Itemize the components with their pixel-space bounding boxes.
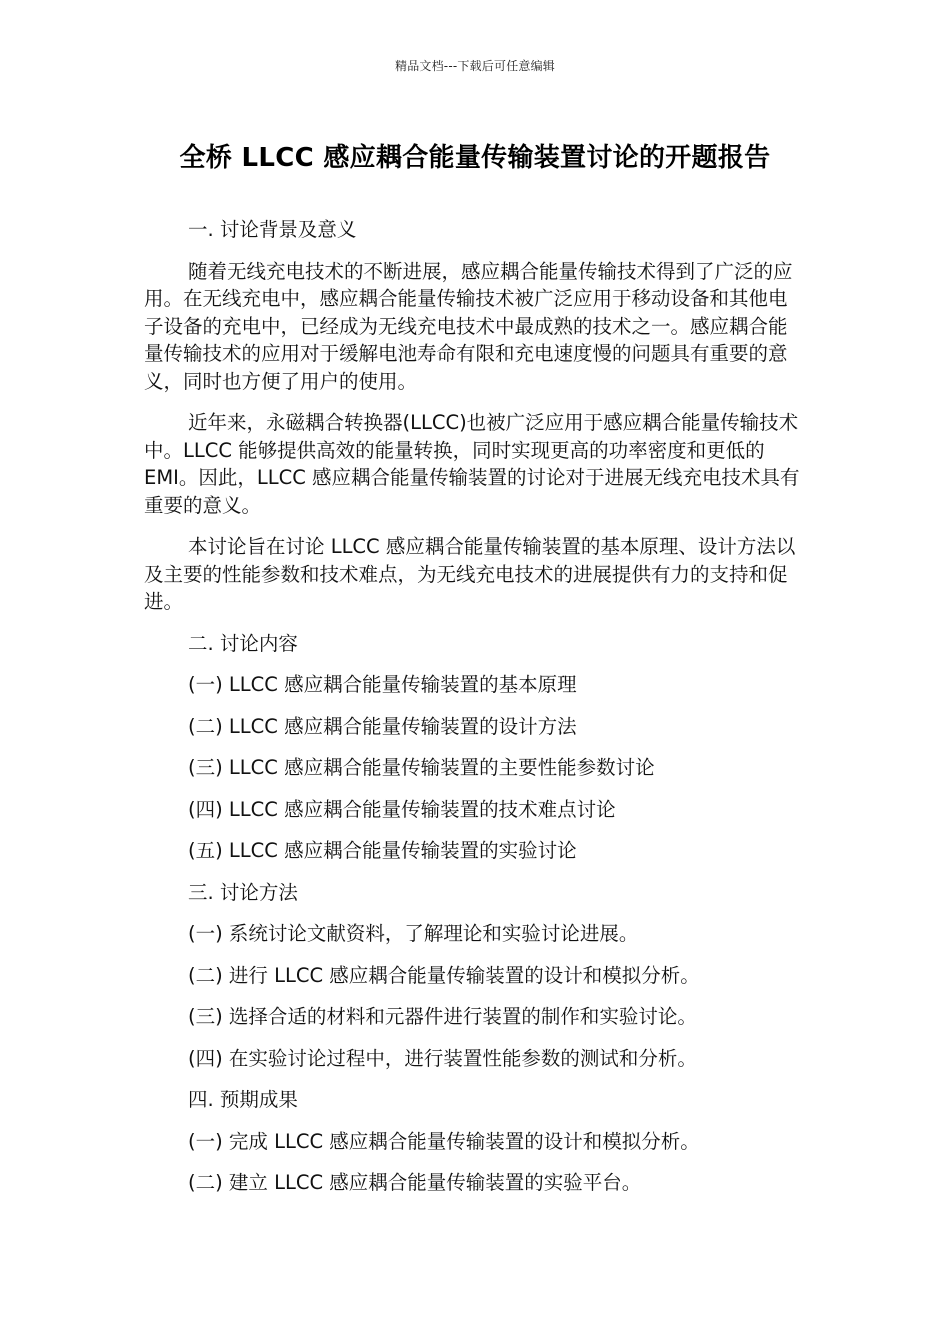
header-note: 精品文档---下载后可任意编辑 [395,59,555,73]
list-item: (四) LLCC 感应耦合能量传输装置的技术难点讨论 [188,797,616,821]
list-item: (三) 选择合适的材料和元器件进行装置的制作和实验讨论。 [188,1005,697,1028]
list-item: (二) 建立 LLCC 感应耦合能量传输装置的实验平台。 [188,1171,642,1194]
section-heading-outcomes: 四. 预期成果 [188,1088,298,1111]
list-item: (一) LLCC 感应耦合能量传输装置的基本原理 [188,673,577,696]
paragraph-background-1: 随着无线充电技术的不断进展，感应耦合能量传输技术得到了广泛的应用。在无线充电中，感应耦合能量传输技术被广泛应用于移动设备和其他电子设备的充电中，已经成为无线充电技术中最成熟的技术之一。感应耦合能量传输技术的应用对于缓解电池寿命有限和充电速度慢的问题具有重要的意义，同时也方便了用户的使用。 [144,259,793,393]
list-item: (二) LLCC 感应耦合能量传输装置的设计方法 [188,714,577,738]
section-heading-content: 二. 讨论内容 [188,631,298,655]
list-item: (四) 在实验讨论过程中，进行装置性能参数的测试和分析。 [188,1046,697,1070]
list-item: (一) 系统讨论文献资料，了解理论和实验讨论进展。 [188,922,639,945]
document-body [144,216,806,1211]
section-heading-background: 一. 讨论背景及意义 [188,218,357,241]
list-item: (三) LLCC 感应耦合能量传输装置的主要性能参数讨论 [188,756,655,779]
list-item: (二) 进行 LLCC 感应耦合能量传输装置的设计和模拟分析。 [188,963,700,987]
paragraph-background-2: 近年来，永磁耦合转换器(LLCC)也被广泛应用于感应耦合能量传输技术中。LLCC 能够提供高效的能量转换，同时实现更高的功率密度和更低的 EMI。因此，LLCC 感应耦合能量传输装置的讨论对于进展无线充电技术具有重要的意义。 [144,411,800,517]
section-heading-methods: 三. 讨论方法 [188,880,298,904]
paragraph-background-3: 本讨论旨在讨论 LLCC 感应耦合能量传输装置的基本原理、设计方法以及主要的性能参数和技术难点，为无线充电技术的进展提供有力的支持和促进。 [144,535,796,613]
list-item: (一) 完成 LLCC 感应耦合能量传输装置的设计和模拟分析。 [188,1129,700,1153]
list-item: (五) LLCC 感应耦合能量传输装置的实验讨论 [188,839,577,862]
document-title: 全桥 LLCC 感应耦合能量传输装置讨论的开题报告 [179,143,771,173]
